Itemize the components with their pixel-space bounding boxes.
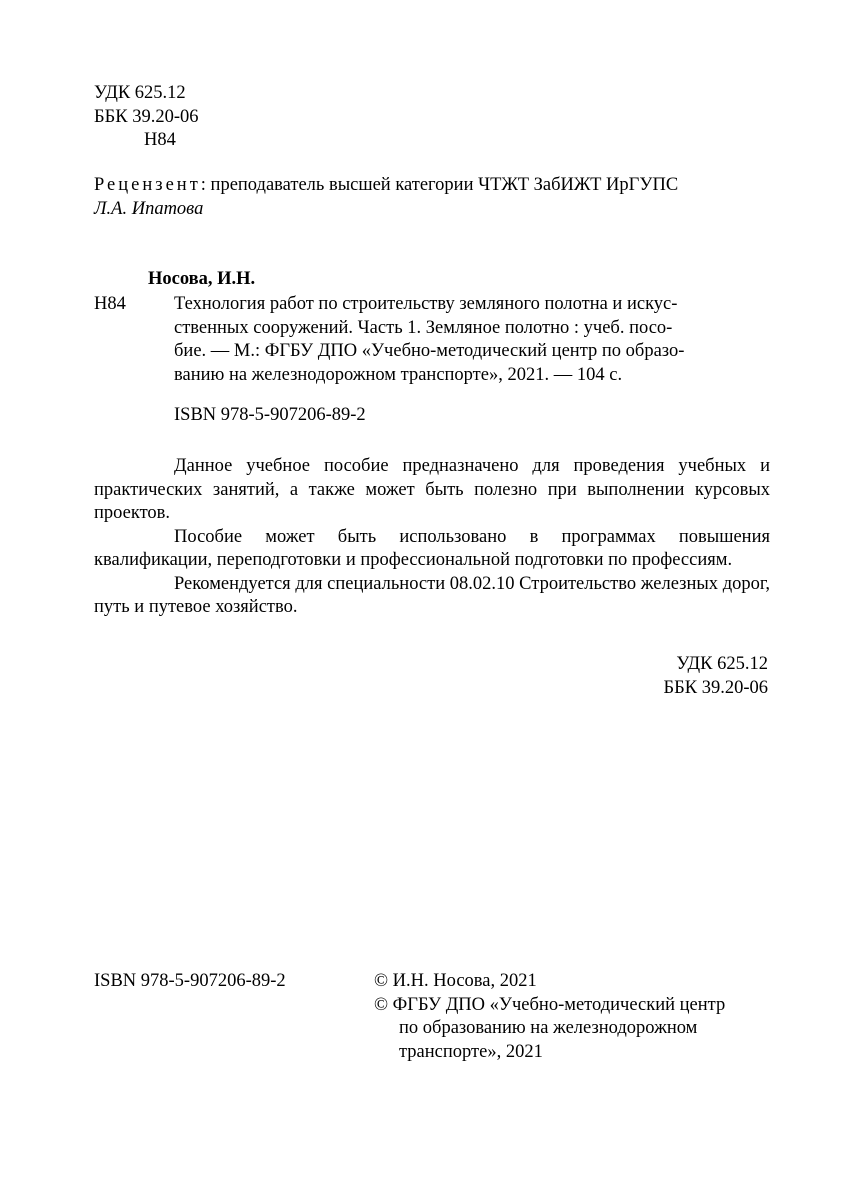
author-mark: Н84 bbox=[144, 130, 176, 150]
copyright-block bbox=[374, 970, 774, 1064]
annotation bbox=[94, 455, 770, 620]
copyright-org: транспорте», 2021 bbox=[399, 1041, 543, 1062]
description-line: ванию на железнодорожном транспорте», 2021. — 104 с. bbox=[174, 364, 623, 385]
copyright-org: © ФГБУ ДПО «Учебно-методический центр bbox=[374, 994, 726, 1015]
bibliographic-description bbox=[174, 293, 770, 387]
udk-bbk-footer bbox=[640, 653, 768, 700]
reviewer-name: Л.А. Ипатова bbox=[94, 198, 204, 219]
reviewer-block bbox=[94, 174, 774, 221]
annotation-paragraph: Данное учебное пособие предназначено для проведения учебных и практических занятий, а также может быть полезно при выполнении курсовых проектов. bbox=[94, 456, 770, 523]
copyright-author: © И.Н. Носова, 2021 bbox=[374, 971, 537, 991]
description-line: бие. — М.: ФГБУ ДПО «Учебно-методический центр по образо- bbox=[174, 341, 685, 361]
annotation-paragraph: Рекомендуется для специальности 08.02.10 Строительство железных дорог, путь и путевое хозяйство. bbox=[94, 573, 770, 617]
bibliography-author-mark: Н84 bbox=[94, 294, 126, 314]
copyright-org: по образованию на железнодорожном bbox=[399, 1018, 698, 1038]
reviewer-label: Рецензент bbox=[94, 175, 201, 195]
reviewer-text: : преподаватель высшей категории ЧТЖТ ЗабИЖТ ИрГУПС bbox=[200, 175, 679, 195]
udk-code: УДК 625.12 bbox=[676, 654, 768, 674]
bbk-code: ББК 39.20-06 bbox=[663, 677, 768, 698]
description-line: Технология работ по строительству земляного полотна и искус- bbox=[174, 294, 678, 314]
book-author: Носова, И.Н. bbox=[148, 269, 256, 289]
bibliography-isbn: ISBN 978-5-907206-89-2 bbox=[174, 405, 366, 425]
udk-code: УДК 625.12 bbox=[94, 83, 186, 103]
description-line: ственных сооружений. Часть 1. Земляное полотно : учеб. посо- bbox=[174, 317, 673, 338]
footer-isbn: ISBN 978-5-907206-89-2 bbox=[94, 971, 286, 991]
udk-bbk-header bbox=[94, 82, 199, 153]
bbk-code: ББК 39.20-06 bbox=[94, 106, 199, 127]
annotation-paragraph: Пособие может быть использовано в программах повышения квалификации, переподготовки и профессиональной подготовки по профессиям. bbox=[94, 526, 770, 570]
